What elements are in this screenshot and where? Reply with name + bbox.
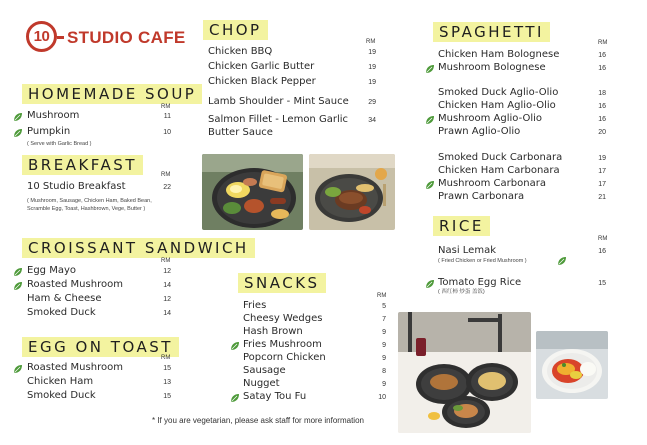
menu-item-price: 19 [368,64,376,71]
menu-item-name: Fries [243,300,267,311]
menu-item-name: Prawn Carbonara [438,191,525,202]
currency-label: RM [161,172,171,178]
menu-item-price: 19 [368,49,376,56]
currency-label: RM [161,355,171,361]
menu-item-name: Tomato Egg Rice [438,277,522,288]
menu-item-name: Hash Brown [243,326,303,337]
menu-item-price: 12 [163,268,171,275]
menu-item-name: Cheesy Wedges [243,313,323,324]
menu-item-price: 8 [382,368,386,375]
menu-item-name: Salmon Fillet - Lemon Garlic [208,114,348,125]
menu-item-price: 34 [368,117,376,124]
menu-item-price: 10 [163,129,171,136]
vegetarian-leaf-icon [230,341,240,351]
menu-item-name: Chicken Black Pepper [208,76,316,87]
section-title-snacks: SNACKS [238,273,326,293]
logo-dash [57,36,64,39]
menu-item-name: Lamb Shoulder - Mint Sauce [208,96,349,107]
menu-item-price: 9 [382,329,386,336]
menu-item-price: 15 [163,393,171,400]
menu-item-price: 9 [382,381,386,388]
grilled-chop-photo [309,154,395,230]
menu-item-price: 5 [382,303,386,310]
menu-item-price: 15 [163,365,171,372]
menu-item-price: 7 [382,316,386,323]
currency-label: RM [366,39,376,45]
menu-item-name: Chicken BBQ [208,46,273,57]
breakfast-note-line1: ( Mushroom, Sausage, Chicken Ham, Baked Bean, [27,198,152,204]
menu-item-price: 20 [598,129,606,136]
menu-item-name: Mushroom Bolognese [438,62,546,73]
breakfast-platter-photo [202,154,303,230]
section-title-spaghetti: SPAGHETTI [433,22,550,42]
cafe-table-photo [398,312,531,433]
vegetarian-leaf-icon [230,393,240,403]
menu-item-price: 9 [382,342,386,349]
menu-item-price: 17 [598,181,606,188]
menu-item-name: Ham & Cheese [27,293,102,304]
menu-item-price: 12 [163,296,171,303]
currency-label: RM [161,104,171,110]
menu-item-name: Smoked Duck [27,307,96,318]
menu-item-name: Roasted Mushroom [27,279,123,290]
menu-item-price: 21 [598,194,606,201]
vegetarian-leaf-icon [557,256,567,266]
nasi-lemak-note: ( Fried Chicken or Fried Mushroom ) [438,258,527,264]
menu-item-name: Smoked Duck Carbonara [438,152,563,163]
section-title-toast: EGG ON TOAST [22,337,179,357]
section-title-rice: RICE [433,216,490,236]
menu-item-name: Sausage [243,365,286,376]
menu-item-name: Chicken Garlic Butter [208,61,315,72]
menu-item-price: 15 [598,280,606,287]
menu-item-price: 14 [163,282,171,289]
vegetarian-leaf-icon [13,128,23,138]
menu-item-name-line2: Butter Sauce [208,127,273,138]
vegetarian-leaf-icon [13,112,23,122]
menu-item-price: 10 [378,394,386,401]
menu-item-price: 16 [598,103,606,110]
menu-item-name: Nasi Lemak [438,245,496,256]
menu-item-name: 10 Studio Breakfast [27,181,126,192]
soup-note: ( Serve with Garlic Bread ) [27,141,92,147]
menu-item-name: Prawn Aglio-Olio [438,126,521,137]
section-title-soup: HOMEMADE SOUP [22,84,202,104]
menu-item-price: 13 [163,379,171,386]
menu-item-price: 29 [368,99,376,106]
breakfast-note-line2: Scramble Egg, Toast, Hashbrown, Vege, Butter ) [27,206,146,212]
section-title-chop: CHOP [203,20,268,40]
menu-item-price: 9 [382,355,386,362]
vegetarian-leaf-icon [425,64,435,74]
vegetarian-leaf-icon [13,281,23,291]
menu-item-name: Chicken Ham [27,376,94,387]
menu-item-name: Pumpkin [27,126,71,137]
menu-item-name: Mushroom Aglio-Olio [438,113,543,124]
currency-label: RM [161,258,171,264]
vegetarian-leaf-icon [13,267,23,277]
logo-number: 10 [33,28,50,45]
logo-badge [26,21,57,52]
menu-item-name: Egg Mayo [27,265,76,276]
menu-item-name: Fries Mushroom [243,339,322,350]
brand-name: STUDIO CAFE [67,28,186,47]
vegetarian-leaf-icon [425,180,435,190]
menu-item-name: Satay Tou Fu [243,391,307,402]
currency-label: RM [598,40,608,46]
menu-item-name: Chicken Ham Aglio-Olio [438,100,556,111]
menu-item-name: Smoked Duck [27,390,96,401]
vegetarian-leaf-icon [425,115,435,125]
menu-item-name: Nugget [243,378,280,389]
menu-item-price: 16 [598,65,606,72]
currency-label: RM [598,236,608,242]
menu-item-name: Smoked Duck Aglio-Olio [438,87,559,98]
menu-item-price: 22 [163,184,171,191]
menu-item-name: Roasted Mushroom [27,362,123,373]
menu-item-price: 19 [598,155,606,162]
menu-item-name: Chicken Ham Carbonara [438,165,560,176]
tomato-egg-rice-photo [536,331,608,399]
currency-label: RM [377,293,387,299]
section-title-croissant: CROISSANT SANDWICH [22,238,255,258]
vegetarian-leaf-icon [13,364,23,374]
menu-item-price: 16 [598,248,606,255]
tomato-rice-note: ( 西红柿 炒蛋 盖饭) [438,289,485,295]
section-title-breakfast: BREAKFAST [22,155,143,175]
menu-item-price: 17 [598,168,606,175]
vegetarian-leaf-icon [425,279,435,289]
menu-item-name: Mushroom Carbonara [438,178,546,189]
menu-item-price: 19 [368,79,376,86]
menu-item-price: 11 [163,113,171,120]
menu-item-name: Chicken Ham Bolognese [438,49,560,60]
vegetarian-footnote: * If you are vegetarian, please ask staff for more information [152,416,364,425]
menu-item-price: 16 [598,116,606,123]
menu-item-name: Popcorn Chicken [243,352,326,363]
menu-item-name: Mushroom [27,110,80,121]
menu-item-price: 14 [163,310,171,317]
menu-item-price: 16 [598,52,606,59]
menu-item-price: 18 [598,90,606,97]
